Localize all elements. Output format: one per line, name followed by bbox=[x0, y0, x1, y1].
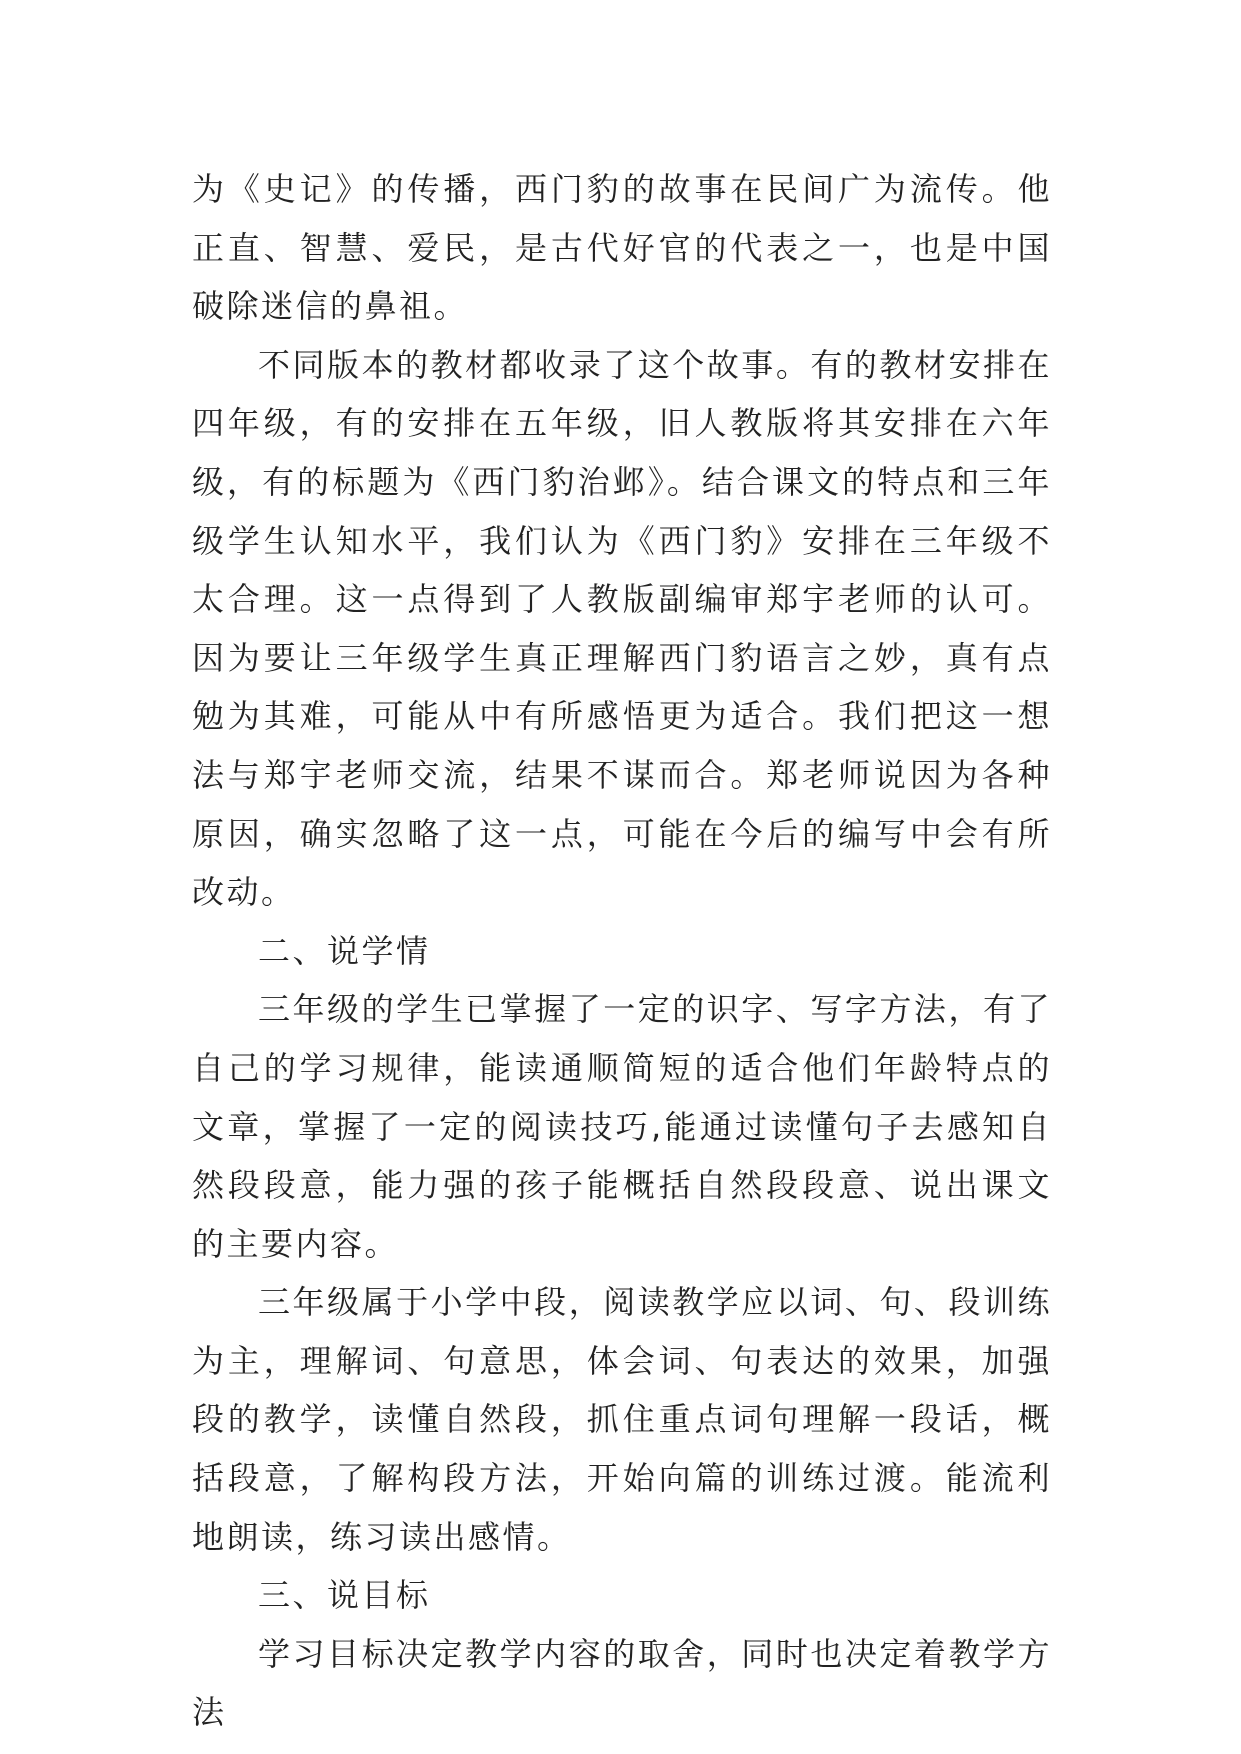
paragraph-continuation: 为《史记》的传播，西门豹的故事在民间广为流传。他正直、智慧、爱民，是古代好官的代表之一，也是中国破除迷信的鼻祖。 bbox=[192, 170, 1052, 326]
document-body bbox=[192, 160, 1052, 1742]
paragraph-student-abilities: 三年级的学生已掌握了一定的识字、写字方法，有了自己的学习规律，能读通顺简短的适合他们年龄特点的文章，掌握了一定的阅读技巧,能通过读懂句子去感知自然段段意，能力强的孩子能概括自然段段意、说出课文的主要内容。 bbox=[192, 990, 1052, 1263]
paragraph-textbook-versions: 不同版本的教材都收录了这个故事。有的教材安排在四年级，有的安排在五年级，旧人教版将其安排在六年级，有的标题为《西门豹治邺》。结合课文的特点和三年级学生认知水平，我们认为《西门豹》安排在三年级不太合理。这一点得到了人教版副编审郑宇老师的认可。因为要让三年级学生真正理解西门豹语言之妙，真有点勉为其难，可能从中有所感悟更为适合。我们把这一想法与郑宇老师交流，结果不谋而合。郑老师说因为各种原因，确实忽略了这一点，可能在今后的编写中会有所改动。 bbox=[192, 345, 1052, 912]
paragraph-reading-teaching: 三年级属于小学中段，阅读教学应以词、句、段训练为主，理解词、句意思，体会词、句表达的效果，加强段的教学，读懂自然段，抓住重点词句理解一段话，概括段意，了解构段方法，开始向篇的训练过渡。能流利地朗读，练习读出感情。 bbox=[192, 1283, 1052, 1556]
section-heading-student-situation: 二、说学情 bbox=[258, 931, 431, 970]
paragraph-objectives: 学习目标决定教学内容的取舍，同时也决定着教学方法 bbox=[192, 1634, 1052, 1732]
section-heading-objectives: 三、说目标 bbox=[258, 1576, 431, 1615]
